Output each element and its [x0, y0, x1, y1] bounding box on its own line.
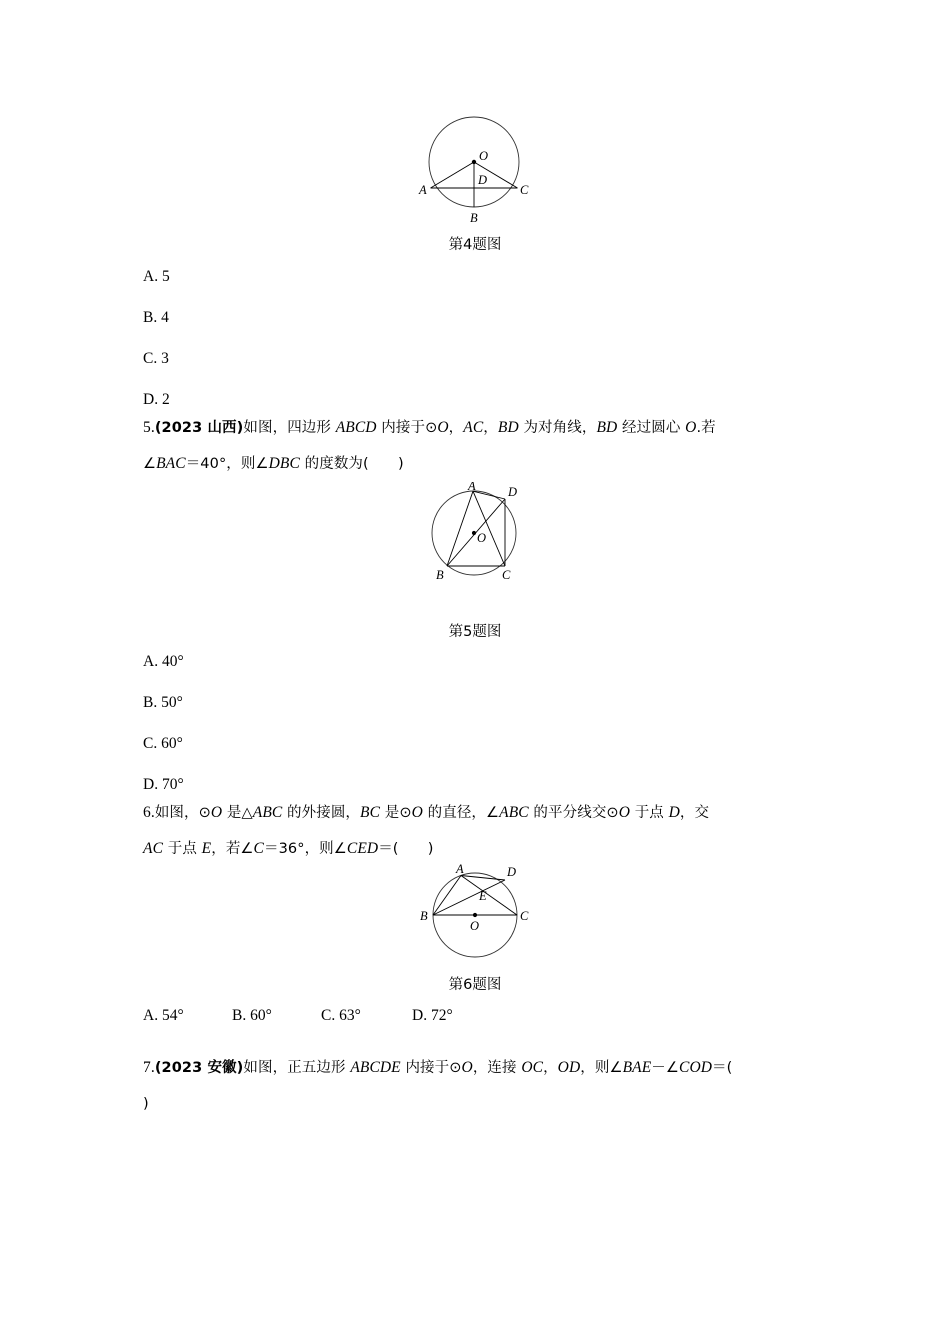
figure-6-label-E: E: [479, 889, 487, 903]
question-6-text: [143, 795, 819, 867]
q5-label-dbc: DBC: [268, 455, 300, 472]
q6-label-o2: O: [411, 804, 423, 821]
q5-label-bd2: BD: [596, 419, 618, 436]
q5-option-c-value: 60°: [161, 735, 183, 752]
q7-text-g: ＝(: [712, 1060, 733, 1076]
figure-5-label-C: C: [502, 568, 511, 582]
q6-text-l: ＝( ): [378, 841, 434, 857]
q4-option-d[interactable]: [143, 391, 170, 409]
q6-text-h: ，交: [679, 805, 710, 821]
q5-option-b[interactable]: [143, 694, 183, 712]
q6-label-o3: O: [618, 804, 630, 821]
figure-4-diagram: [400, 108, 550, 228]
q7-text-b: 内接于⊙: [400, 1060, 462, 1076]
q6-text-k: ＝36°，则∠: [263, 841, 347, 857]
q5-option-c-key: C.: [143, 735, 158, 752]
q6-label-abc2: ABC: [499, 804, 529, 821]
q6-text-d: 是⊙: [380, 805, 412, 821]
q7-text-c: ，连接: [472, 1060, 522, 1076]
figure-4-label-A: A: [419, 183, 427, 197]
q7-label-od: OD: [557, 1059, 581, 1076]
q5-label-o2: O: [685, 419, 697, 436]
q6-label-ced: CED: [346, 840, 379, 857]
figure-6-label-A: A: [456, 862, 464, 876]
q7-text-f: －∠: [651, 1060, 679, 1076]
q5-source: (2023 山西): [154, 420, 244, 436]
question-5-text: [143, 410, 819, 482]
q4-option-a-key: A.: [143, 268, 159, 285]
q6-option-a-value: 54°: [161, 1007, 184, 1024]
q5-label-bac: BAC: [156, 455, 186, 472]
q5-text-e: 为对角线，: [518, 420, 597, 436]
q5-text-b: 内接于⊙: [376, 420, 438, 436]
q7-label-abcde: ABCDE: [350, 1059, 401, 1076]
q6-option-b-value: 60°: [250, 1007, 272, 1024]
q6-option-c[interactable]: [321, 1007, 361, 1025]
q6-text-b: 是△: [222, 805, 253, 821]
q4-option-b-key: B.: [143, 309, 158, 326]
q6-label-bc: BC: [360, 804, 381, 821]
q5-number: 5.: [143, 419, 155, 436]
figure-6-label-D: D: [507, 865, 517, 879]
q6-number: 6.: [143, 804, 155, 821]
q7-text-e: ，则∠: [580, 1060, 623, 1076]
q5-option-d-key: D.: [143, 776, 159, 793]
q6-option-a[interactable]: [143, 1007, 184, 1025]
q4-option-d-key: D.: [143, 391, 159, 408]
figure-6-label-B: B: [420, 909, 428, 923]
q4-option-b-value: 4: [161, 309, 169, 326]
q6-label-o: O: [210, 804, 223, 821]
q5-option-c[interactable]: [143, 735, 183, 753]
q5-label-ac: AC: [463, 419, 484, 436]
figure-4-label-O: O: [479, 149, 489, 163]
q5-option-a-value: 40°: [161, 653, 184, 670]
q6-text-f: 的平分线交⊙: [528, 805, 619, 821]
q6-label-ac: AC: [143, 840, 164, 857]
q6-text-c: 的外接圆，: [282, 805, 361, 821]
q5-text-j: 的度数为( ): [299, 456, 404, 472]
q6-label-abc: ABC: [252, 804, 283, 821]
figure-5-caption: 第5题图: [448, 624, 502, 640]
figure-5-label-O: O: [477, 531, 487, 545]
q5-text-f: 经过圆心: [617, 420, 686, 436]
q4-option-a[interactable]: [143, 268, 170, 286]
q5-option-a-key: A.: [143, 653, 159, 670]
q7-label-oc: OC: [521, 1059, 544, 1076]
q7-text-a: 如图，正五边形: [243, 1060, 351, 1076]
q6-option-c-value: 63°: [339, 1007, 361, 1024]
q5-text-a: 如图，四边形: [243, 420, 336, 436]
figure-5-label-B: B: [436, 568, 444, 582]
q4-option-c[interactable]: [143, 350, 169, 368]
q5-option-b-value: 50°: [161, 694, 183, 711]
figure-6-caption: 第6题图: [448, 977, 502, 993]
q6-option-a-key: A.: [143, 1007, 159, 1024]
q6-option-d-key: D.: [412, 1007, 428, 1024]
q6-option-b-key: B.: [232, 1007, 247, 1024]
q7-label-bae: BAE: [622, 1059, 652, 1076]
q5-label-bd: BD: [497, 419, 519, 436]
q7-number: 7.: [143, 1059, 155, 1076]
figure-5-diagram: [400, 482, 550, 592]
q5-text-i: ＝40°，则∠: [185, 456, 269, 472]
figure-5-label-D: D: [508, 485, 518, 499]
q5-label-abcd: ABCD: [335, 419, 377, 436]
q4-option-c-key: C.: [143, 350, 158, 367]
figure-4-caption: 第4题图: [448, 237, 502, 253]
q4-option-d-value: 2: [161, 391, 170, 408]
question-7-text: [143, 1050, 825, 1122]
q6-text-j: ，若∠: [211, 841, 254, 857]
q6-label-e: E: [201, 840, 212, 857]
q6-text-e: 的直径，∠: [422, 805, 500, 821]
q6-text-g: 于点: [629, 805, 669, 821]
figure-6-diagram: [400, 862, 550, 972]
q7-label-cod: COD: [679, 1059, 713, 1076]
figure-4-label-D: D: [478, 173, 488, 187]
q7-label-o: O: [461, 1059, 473, 1076]
q6-option-c-key: C.: [321, 1007, 336, 1024]
q5-label-o: O: [437, 419, 449, 436]
q5-option-a[interactable]: [143, 653, 184, 671]
q6-text-a: 如图，⊙: [154, 805, 211, 821]
figure-5-label-A: A: [468, 482, 476, 493]
q6-option-d[interactable]: [412, 1007, 453, 1025]
q4-option-b[interactable]: [143, 309, 169, 327]
q6-option-d-value: 72°: [430, 1007, 453, 1024]
figure-4-label-B: B: [470, 211, 478, 225]
q6-label-d: D: [668, 804, 680, 821]
q7-text-close: ): [143, 1096, 149, 1112]
q6-option-b[interactable]: [232, 1007, 272, 1025]
figure-6-label-O: O: [470, 919, 480, 933]
q5-text-d: ，: [483, 420, 498, 436]
q4-option-c-value: 3: [161, 350, 169, 367]
q6-text-i: 于点: [163, 841, 202, 857]
figure-6-label-C: C: [520, 909, 529, 923]
q5-option-d-value: 70°: [161, 776, 184, 793]
q5-text-c: ，: [448, 420, 464, 436]
q5-option-b-key: B.: [143, 694, 158, 711]
q5-option-d[interactable]: [143, 776, 184, 794]
q5-text-g: .若: [696, 420, 716, 436]
q5-text-h: ∠: [143, 456, 157, 472]
q4-option-a-value: 5: [161, 268, 170, 285]
q7-source: (2023 安徽): [154, 1060, 244, 1076]
figure-4-label-C: C: [520, 183, 529, 197]
q7-text-d: ，: [543, 1060, 558, 1076]
q6-label-c: C: [253, 840, 264, 857]
